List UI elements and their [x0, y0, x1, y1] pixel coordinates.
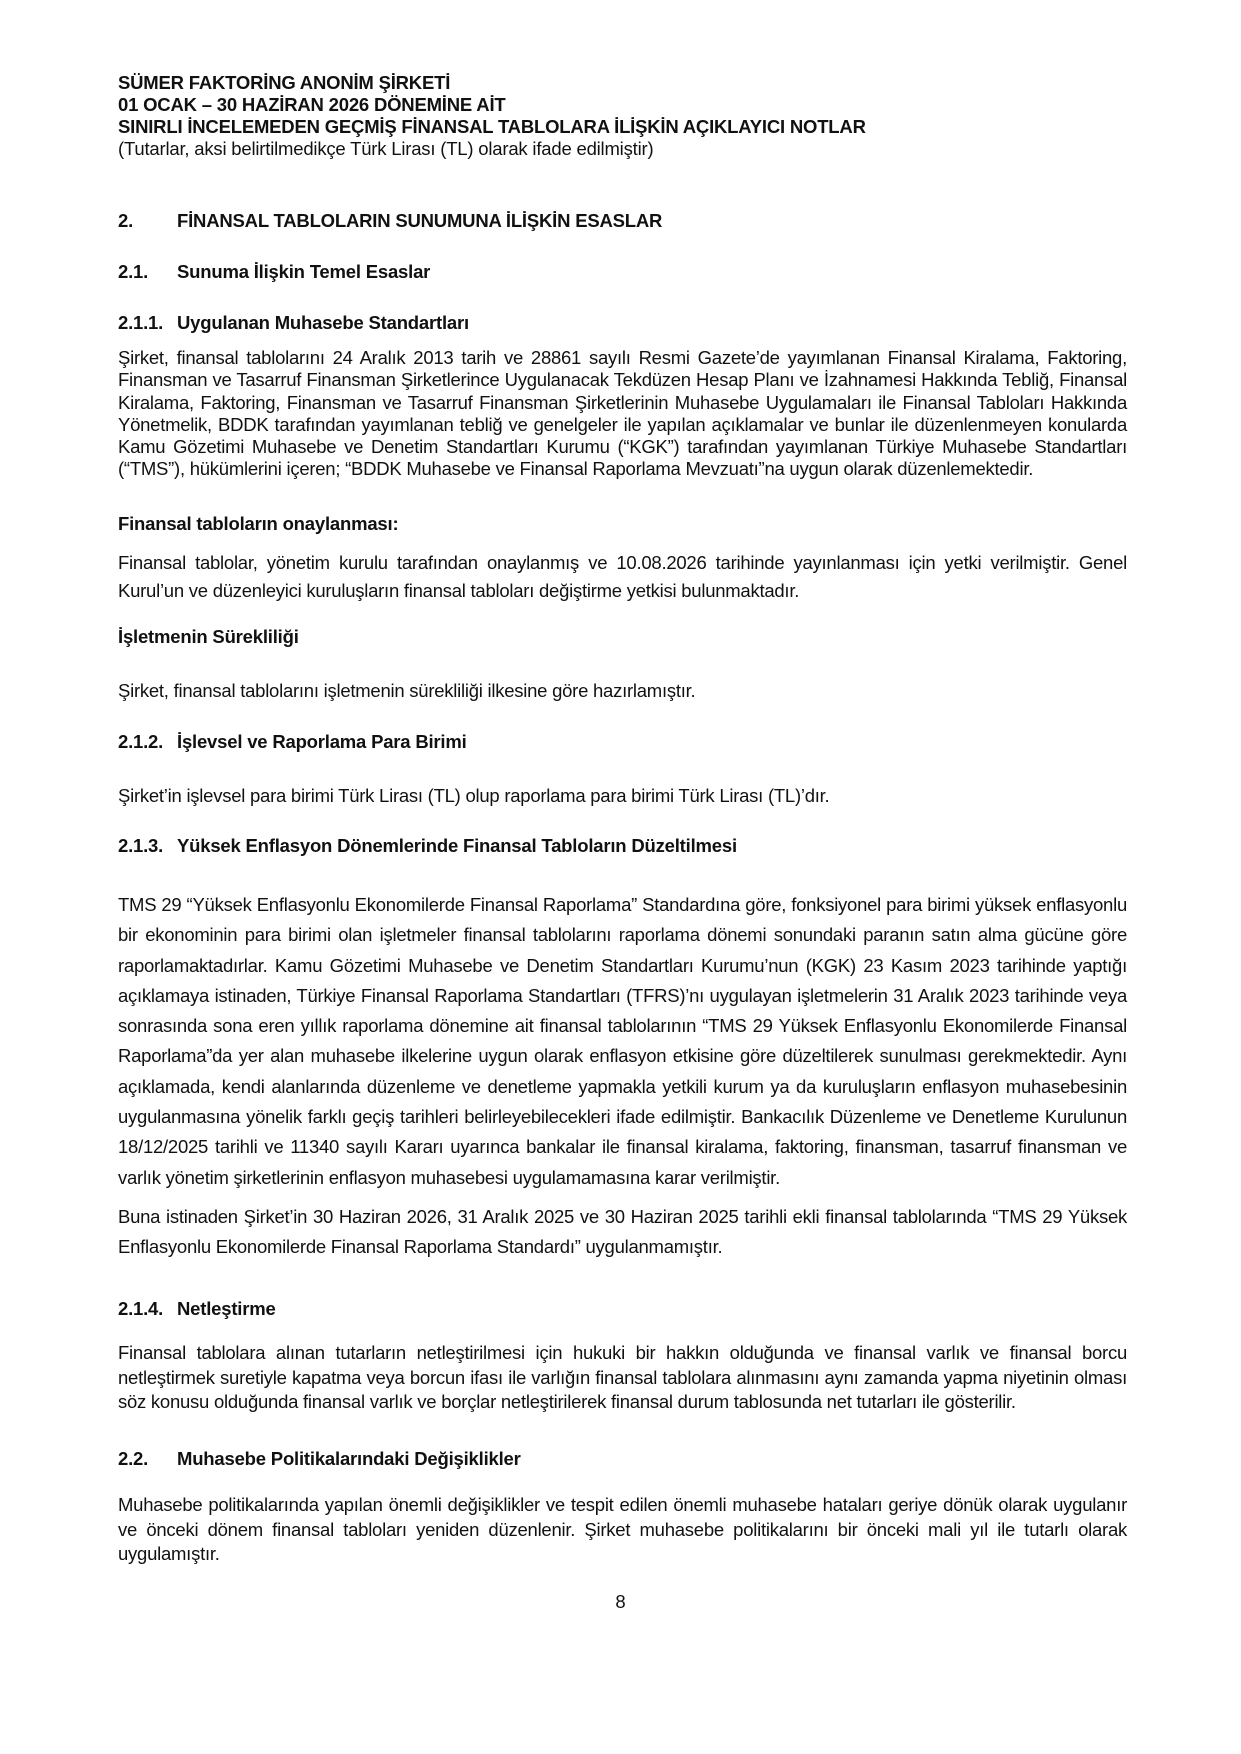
company-name: SÜMER FAKTORİNG ANONİM ŞİRKETİ	[118, 72, 451, 93]
offsetting-paragraph: Finansal tablolara alınan tutarların netleştirilmesi için hukuki bir hakkın olduğunda ve finansal varlık ve finansal borcu netleştirmek suretiyle kapatma veya borcun ifası ile varlığın finansal tablolara alınmasını aynı zamanda yapma niyetinin olması söz konusu olduğunda finansal varlık ve borçlar netleştirilerek finansal durum tablosunda net tutarları ile gösterilir.	[118, 1342, 1127, 1412]
section-number: 2.	[118, 210, 134, 231]
going-concern-paragraph: Şirket, finansal tablolarını işletmenin sürekliliği ilkesine göre hazırlamıştır.	[118, 680, 696, 701]
section-title: Uygulanan Muhasebe Standartları	[177, 312, 469, 333]
document-page	[118, 72, 1127, 1564]
section-number: 2.1.	[118, 261, 149, 282]
section-number: 2.1.4.	[118, 1298, 164, 1319]
going-concern-label: İşletmenin Sürekliliği	[118, 626, 299, 647]
section-title: Yüksek Enflasyon Dönemlerinde Finansal Tabloların Düzeltilmesi	[177, 835, 737, 856]
currency-paragraph: Şirket’in işlevsel para birimi Türk Lirası (TL) olup raporlama para birimi Türk Lirası (TL)’dır.	[118, 785, 830, 806]
section-2-1-heading	[118, 260, 430, 284]
section-number: 2.2.	[118, 1448, 149, 1469]
policy-changes-paragraph: Muhasebe politikalarında yapılan önemli değişiklikler ve tespit edilen önemli muhasebe hataları geriye dönük olarak uygulanır ve önceki dönem finansal tabloları yeniden düzenlenir. Şirket muhasebe politikalarını bir önceki mali yıl ile tutarlı olarak uygulamıştır.	[118, 1494, 1127, 1564]
inflation-paragraph-2: Buna istinaden Şirket’in 30 Haziran 2026, 31 Aralık 2025 ve 30 Haziran 2025 tarihli ekli finansal tablolarında “TMS 29 Yüksek Enflasyonlu Ekonomilerde Finansal Raporlama Standardı” uygulanmamıştır.	[118, 1206, 1127, 1258]
section-2-1-4-heading	[118, 1297, 276, 1321]
section-2-1-1-heading	[118, 311, 469, 335]
page-header	[118, 72, 1127, 160]
section-number: 2.1.2.	[118, 731, 164, 752]
report-title: SINIRLI İNCELEMEDEN GEÇMİŞ FİNANSAL TABLOLARA İLİŞKİN AÇIKLAYICI NOTLAR	[118, 116, 866, 137]
currency-note: (Tutarlar, aksi belirtilmedikçe Türk Lirası (TL) olarak ifade edilmiştir)	[118, 138, 654, 159]
section-number: 2.1.1.	[118, 312, 164, 333]
section-number: 2.1.3.	[118, 835, 164, 856]
report-period: 01 OCAK – 30 HAZİRAN 2026 DÖNEMİNE AİT	[118, 94, 506, 115]
section-title: Muhasebe Politikalarındaki Değişiklikler	[177, 1448, 521, 1469]
section-title: İşlevsel ve Raporlama Para Birimi	[177, 731, 467, 752]
section-2-1-2-heading	[118, 730, 467, 754]
section-title: Sunuma İlişkin Temel Esaslar	[177, 261, 431, 282]
accounting-standards-paragraph: Şirket, finansal tablolarını 24 Aralık 2013 tarih ve 28861 sayılı Resmi Gazete’de yayımlanan Finansal Kiralama, Faktoring, Finansman ve Tasarruf Finansman Şirketlerince Uygulanacak Tekdüzen Hesap Planı ve İzahnamesi Hakkında Tebliğ, Finansal Kiralama, Faktoring, Finansman ve Tasarruf Finansman Şirketlerinin Muhasebe Uygulamaları ile Finansal Tabloları Hakkında Yönetmelik, BDDK tarafından yayımlanan tebliğ ve genelgeler ile yapılan açıklamalar ve bunlar ile düzenlenmeyen konularda Kamu Gözetimi Muhasebe ve Denetim Standartları Kurumu (“KGK”) tarafından yayımlanan Türkiye Muhasebe Standartları (“TMS”), hükümlerini içeren; “BDDK Muhasebe ve Finansal Raporlama Mevzuatı”na uygun olarak düzenlemektedir.	[118, 347, 1127, 480]
inflation-paragraph-1: TMS 29 “Yüksek Enflasyonlu Ekonomilerde Finansal Raporlama” Standardına göre, fonksiyonel para birimi yüksek enflasyonlu bir ekonominin para birimi olan işletmeler finansal tablolarını raporlama dönemi sonundaki paranın satın alma gücüne göre raporlamaktadırlar. Kamu Gözetimi Muhasebe ve Denetim Standartları Kurumu’nun (KGK) 23 Kasım 2023 tarihinde yaptığı açıklamaya istinaden, Türkiye Finansal Raporlama Standartları (TFRS)’nı uygulayan işletmelerin 31 Aralık 2023 tarihinde veya sonrasında sona eren yıllık raporlama dönemine ait finansal tablolarının “TMS 29 Yüksek Enflasyonlu Ekonomilerde Finansal Raporlama”da yer alan muhasebe ilkelerine uygun olarak enflasyon etkisine göre düzeltilerek sunulması gerekmektedir. Aynı açıklamada, kendi alanlarında düzenleme ve denetleme yapmakla yetkili kurum ya da kuruluşların enflasyon muhasebesinin uygulanmasına yönelik farklı geçiş tarihleri belirleyebilecekleri ifade edilmiştir. Bankacılık Düzenleme ve Denetleme Kurulunun 18/12/2025 tarihli ve 11340 sayılı Kararı uyarınca bankalar ile finansal kiralama, faktoring, finansman, tasarruf finansman ve varlık yönetim şirketlerinin enflasyon muhasebesi uygulamamasına karar verilmiştir.	[118, 894, 1127, 1188]
section-title: FİNANSAL TABLOLARIN SUNUMUNA İLİŞKİN ESASLAR	[177, 210, 663, 231]
approval-paragraph: Finansal tablolar, yönetim kurulu tarafından onaylanmış ve 10.08.2026 tarihinde yayınlanması için yetki verilmiştir. Genel Kurul’un ve düzenleyici kuruluşların finansal tabloları değiştirme yetkisi bulunmaktadır.	[118, 552, 1127, 601]
section-title: Netleştirme	[177, 1298, 276, 1319]
section-2-2-heading	[118, 1447, 521, 1471]
section-2-1-3-heading	[118, 834, 737, 858]
page-number: 8	[615, 1591, 626, 1612]
approval-label: Finansal tabloların onaylanması:	[118, 513, 399, 534]
section-2-heading	[118, 209, 662, 233]
